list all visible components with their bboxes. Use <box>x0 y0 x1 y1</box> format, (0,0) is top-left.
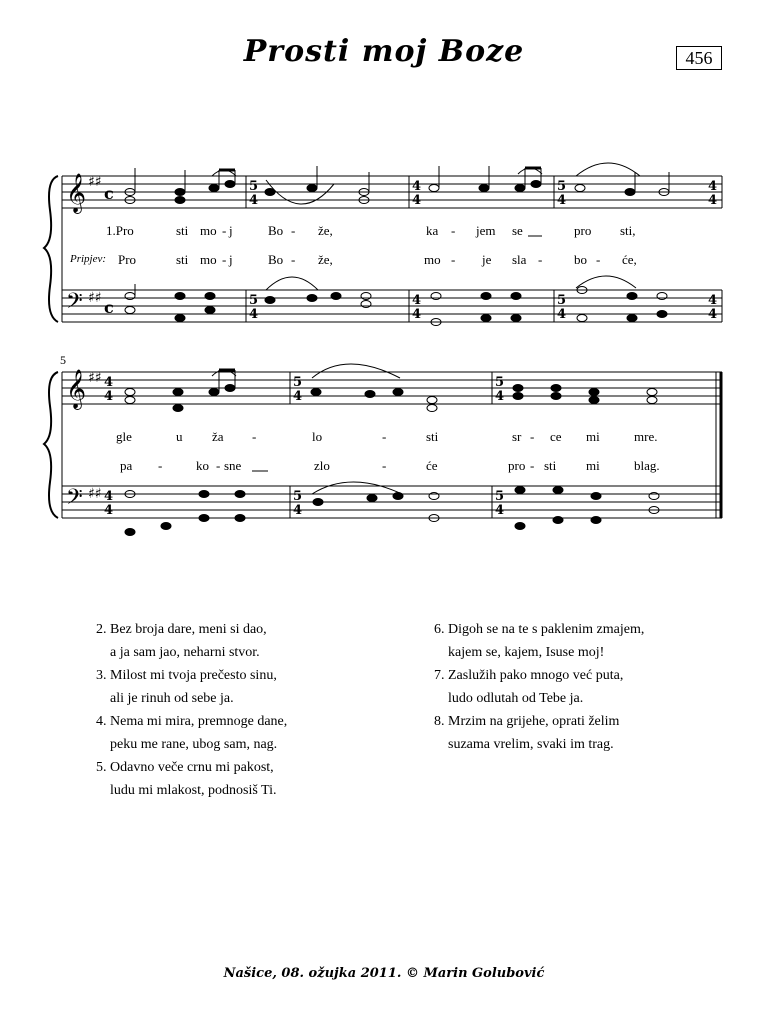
svg-text:ka: ka <box>426 223 439 238</box>
svg-text:mre.: mre. <box>634 429 658 444</box>
svg-text:će: će <box>426 458 438 473</box>
svg-text:5: 5 <box>557 179 567 194</box>
svg-text:♯♯: ♯♯ <box>88 290 102 306</box>
bass-clef-icon: 𝄢 <box>66 289 83 319</box>
svg-text:mo: mo <box>200 252 217 267</box>
svg-text:sla: sla <box>512 252 527 267</box>
svg-text:zlo: zlo <box>314 458 330 473</box>
verse-line: 3. Milost mi tvoja prečesto sinu, <box>96 668 277 683</box>
svg-text:♯♯: ♯♯ <box>88 486 102 502</box>
verses-right-column <box>434 618 644 756</box>
svg-text:pro: pro <box>574 223 592 238</box>
bass-staff-2 <box>62 486 722 518</box>
svg-text:4: 4 <box>293 389 303 404</box>
svg-text:-: - <box>596 252 601 267</box>
verse-line: 4. Nema mi mira, premnoge dane, <box>96 714 288 729</box>
svg-text:će,: će, <box>622 252 637 267</box>
svg-text:5: 5 <box>249 293 259 308</box>
svg-text:5: 5 <box>495 375 505 390</box>
svg-text:se: se <box>512 223 523 238</box>
treble-staff-2 <box>62 372 722 404</box>
svg-text:4: 4 <box>249 307 259 322</box>
svg-text:sne: sne <box>224 458 242 473</box>
svg-text:-: - <box>291 252 296 267</box>
verse-line: ludu mi mlakost, podnosiš Ti. <box>110 783 277 798</box>
svg-text:-: - <box>382 458 387 473</box>
svg-text:4: 4 <box>708 193 718 208</box>
svg-text:-: - <box>158 458 163 473</box>
svg-text:4: 4 <box>104 389 114 404</box>
treble-clef-icon: 𝄞 <box>66 173 87 213</box>
svg-text:sti: sti <box>426 429 439 444</box>
bass-staff <box>62 290 722 322</box>
svg-text:že,: že, <box>318 223 333 238</box>
system-1-signatures <box>66 173 717 322</box>
verse-line: ali je rinuh od sebe ja. <box>110 691 234 706</box>
svg-text:4: 4 <box>249 193 259 208</box>
svg-text:Bo: Bo <box>268 252 284 267</box>
svg-text:4: 4 <box>104 503 114 518</box>
svg-text:mi: mi <box>586 429 600 444</box>
svg-text:4: 4 <box>104 375 114 390</box>
verse-line: kajem se, kajem, Isuse moj! <box>448 645 605 660</box>
verse-line: 5. Odavno veče crnu mi pakost, <box>96 760 274 775</box>
svg-text:-: - <box>382 429 387 444</box>
svg-text:4: 4 <box>104 489 114 504</box>
svg-text:sti: sti <box>176 252 189 267</box>
verse-line: 2. Bez broja dare, meni si dao, <box>96 622 267 637</box>
svg-text:5: 5 <box>249 179 259 194</box>
measure-number: 5 <box>60 353 66 367</box>
svg-text:4: 4 <box>412 307 422 322</box>
svg-text:4: 4 <box>557 307 567 322</box>
svg-text:že,: že, <box>318 252 333 267</box>
hymn-number: 456 <box>676 46 722 70</box>
svg-text:-: - <box>222 223 227 238</box>
svg-text:jem: jem <box>476 223 496 238</box>
system-1 <box>44 176 722 322</box>
svg-text:4: 4 <box>495 503 505 518</box>
verse-line: peku me rane, ubog sam, nag. <box>110 737 278 752</box>
svg-text:-: - <box>451 252 456 267</box>
svg-text:-: - <box>252 429 257 444</box>
svg-text:4: 4 <box>495 389 505 404</box>
svg-text:ko: ko <box>196 458 209 473</box>
svg-text:je: je <box>482 252 492 267</box>
svg-text:-: - <box>530 429 535 444</box>
svg-text:mo: mo <box>424 252 441 267</box>
svg-text:-: - <box>222 252 227 267</box>
svg-text:5: 5 <box>495 489 505 504</box>
system-1-notes <box>125 163 669 326</box>
svg-text:mo: mo <box>200 223 217 238</box>
svg-text:pa: pa <box>120 458 133 473</box>
svg-text:4: 4 <box>412 293 422 308</box>
svg-text:4: 4 <box>412 193 422 208</box>
svg-text:-: - <box>538 252 543 267</box>
svg-text:ce: ce <box>550 429 562 444</box>
svg-text:ža: ža <box>212 429 224 444</box>
system-2-lyrics <box>116 429 660 473</box>
verse-line: 7. Zaslužih pako mnogo već puta, <box>434 668 624 683</box>
svg-text:4: 4 <box>293 503 303 518</box>
verse-line: a ja sam jao, neharni stvor. <box>110 645 260 660</box>
svg-text:Pro: Pro <box>118 252 137 267</box>
svg-text:5: 5 <box>293 375 303 390</box>
key-signature-sharps: ♯♯ <box>88 174 102 190</box>
svg-text:5: 5 <box>557 293 567 308</box>
verses-left-column <box>96 618 287 802</box>
svg-text:bo: bo <box>574 252 587 267</box>
svg-text:sti,: sti, <box>620 223 636 238</box>
svg-text:5: 5 <box>293 489 303 504</box>
verse-line: suzama vrelim, svaki im trag. <box>448 737 614 752</box>
svg-text:4: 4 <box>708 293 718 308</box>
verse-line: ludo odlutah od Tebe ja. <box>448 691 584 706</box>
svg-text:4: 4 <box>708 307 718 322</box>
svg-text:4: 4 <box>557 193 567 208</box>
svg-text:-: - <box>530 458 535 473</box>
svg-text:sti: sti <box>176 223 189 238</box>
svg-text:4: 4 <box>708 179 718 194</box>
treble-staff <box>62 176 722 208</box>
svg-text:gle: gle <box>116 429 132 444</box>
svg-text:-: - <box>291 223 296 238</box>
verse-line: 6. Digoh se na te s paklenim zmajem, <box>434 622 645 637</box>
time-signature-c: c <box>104 184 114 203</box>
svg-text:pro: pro <box>508 458 526 473</box>
svg-text:♯♯: ♯♯ <box>88 370 102 386</box>
svg-text:-: - <box>216 458 221 473</box>
svg-text:j: j <box>229 252 233 267</box>
system-1-lyrics <box>69 223 637 267</box>
svg-text:-: - <box>451 223 456 238</box>
hymn-title: Prosti moj Boze <box>243 34 525 69</box>
svg-text:u: u <box>176 429 183 444</box>
svg-text:blag.: blag. <box>634 458 660 473</box>
svg-text:lo: lo <box>312 429 323 444</box>
footer-credit: Našice, 08. ožujka 2011. © Marin Golubović <box>223 966 545 981</box>
svg-text:c: c <box>104 298 114 317</box>
svg-text:sti: sti <box>544 458 557 473</box>
svg-text:1.Pro: 1.Pro <box>106 223 134 238</box>
system-2 <box>44 372 722 518</box>
svg-text:Bo: Bo <box>268 223 284 238</box>
svg-text:sr: sr <box>512 429 522 444</box>
svg-text:j: j <box>229 223 233 238</box>
svg-text:mi: mi <box>586 458 600 473</box>
svg-text:4: 4 <box>412 179 422 194</box>
svg-text:𝄢: 𝄢 <box>66 485 83 515</box>
verse-line: 8. Mrzim na grijehe, oprati želim <box>434 714 620 729</box>
svg-text:Pripjev:: Pripjev: <box>70 253 107 265</box>
svg-text:𝄞: 𝄞 <box>66 369 87 409</box>
